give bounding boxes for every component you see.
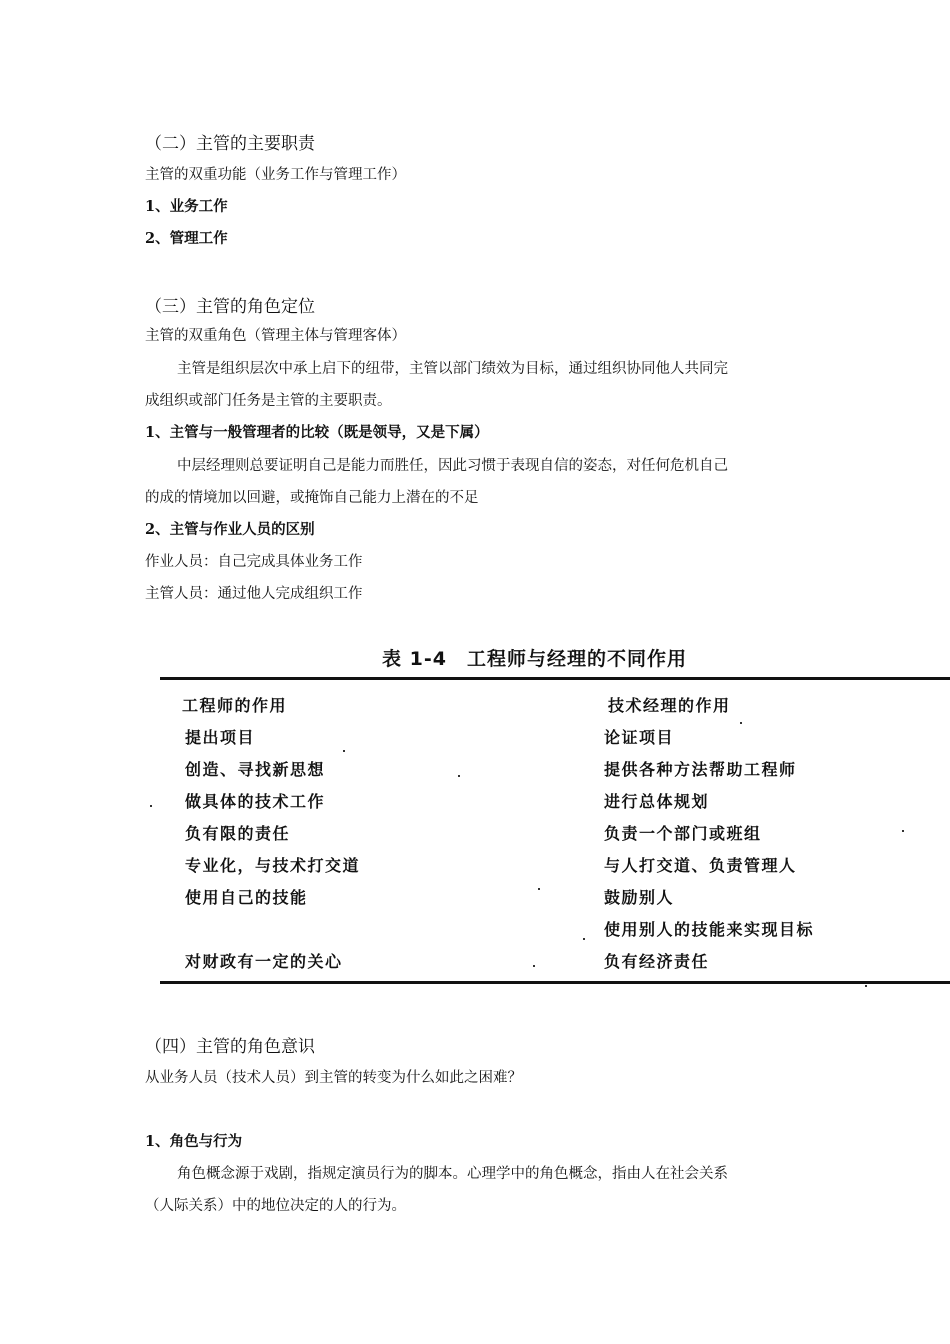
- right-column-header: 技术经理的作用: [608, 696, 731, 715]
- section-2-item-1: 1、业务工作: [145, 198, 228, 215]
- table-cell-left: 使用自己的技能: [185, 888, 308, 907]
- worker-description: 作业人员：自己完成具体业务工作: [145, 554, 363, 570]
- section-4-paragraph-line-1: 角色概念源于戏剧，指规定演员行为的脚本。心理学中的角色概念，指由人在社会关系: [177, 1166, 728, 1182]
- section-3-paragraph-2-line-2: 的成的情境加以回避，或掩饰自己能力上潜在的不足: [145, 490, 479, 506]
- table-cell-right: 与人打交道、负责管理人: [604, 856, 797, 875]
- section-3-subtitle: 主管的双重角色（管理主体与管理客体）: [145, 328, 406, 344]
- section-2-subtitle: 主管的双重功能（业务工作与管理工作）: [145, 167, 406, 183]
- table-cell-right: 使用别人的技能来实现目标: [604, 920, 815, 939]
- table-cell-right: 负有经济责任: [604, 952, 710, 971]
- table-cell-right: 论证项目: [604, 728, 675, 747]
- scan-speck: [583, 938, 585, 940]
- section-4-heading: （四）主管的角色意识: [145, 1037, 315, 1057]
- scan-speck: [458, 775, 460, 777]
- table-cell-left: 负有限的责任: [185, 824, 291, 843]
- section-2-item-2: 2、管理工作: [145, 230, 228, 247]
- section-4-item-1: 1、角色与行为: [145, 1133, 243, 1150]
- section-3-paragraph-1-line-1: 主管是组织层次中承上启下的纽带，主管以部门绩效为目标，通过组织协同他人共同完: [177, 361, 728, 377]
- table-cell-left: 做具体的技术工作: [185, 792, 326, 811]
- table-bottom-rule: [160, 981, 950, 984]
- scan-speck: [343, 750, 345, 752]
- table-cell-right: 鼓励别人: [604, 888, 675, 907]
- scan-speck: [150, 805, 152, 807]
- section-3-paragraph-1-line-2: 成组织或部门任务是主管的主要职责。: [145, 393, 392, 409]
- scan-speck: [740, 722, 742, 724]
- section-3-item-2: 2、主管与作业人员的区别: [145, 521, 315, 538]
- section-3-item-1: 1、主管与一般管理者的比较（既是领导，又是下属）: [145, 424, 489, 441]
- table-cell-left: 对财政有一定的关心: [185, 952, 343, 971]
- scan-speck: [865, 985, 867, 987]
- table-top-rule: [160, 677, 950, 680]
- section-2-heading: （二）主管的主要职责: [145, 134, 315, 154]
- section-4-paragraph-line-2: （人际关系）中的地位决定的人的行为。: [145, 1198, 406, 1214]
- table-cell-right: 提供各种方法帮助工程师: [604, 760, 797, 779]
- manager-description: 主管人员：通过他人完成组织工作: [145, 586, 363, 602]
- scan-speck: [533, 965, 535, 967]
- table-title: 表 1-4 工程师与经理的不同作用: [382, 648, 687, 670]
- table-cell-right: 负责一个部门或班组: [604, 824, 762, 843]
- comparison-table: [160, 640, 950, 990]
- left-column-header: 工程师的作用: [182, 696, 288, 715]
- table-cell-left: 创造、寻找新思想: [185, 760, 326, 779]
- scan-speck: [902, 830, 904, 832]
- scan-speck: [538, 888, 540, 890]
- table-cell-left: 提出项目: [185, 728, 256, 747]
- section-3-paragraph-2-line-1: 中层经理则总要证明自己是能力而胜任，因此习惯于表现自信的姿态，对任何危机自己: [177, 458, 728, 474]
- section-3-heading: （三）主管的角色定位: [145, 297, 315, 317]
- table-cell-right: 进行总体规划: [604, 792, 710, 811]
- section-4-subtitle: 从业务人员（技术人员）到主管的转变为什么如此之困难？: [145, 1070, 522, 1086]
- table-cell-left: 专业化，与技术打交道: [185, 856, 361, 875]
